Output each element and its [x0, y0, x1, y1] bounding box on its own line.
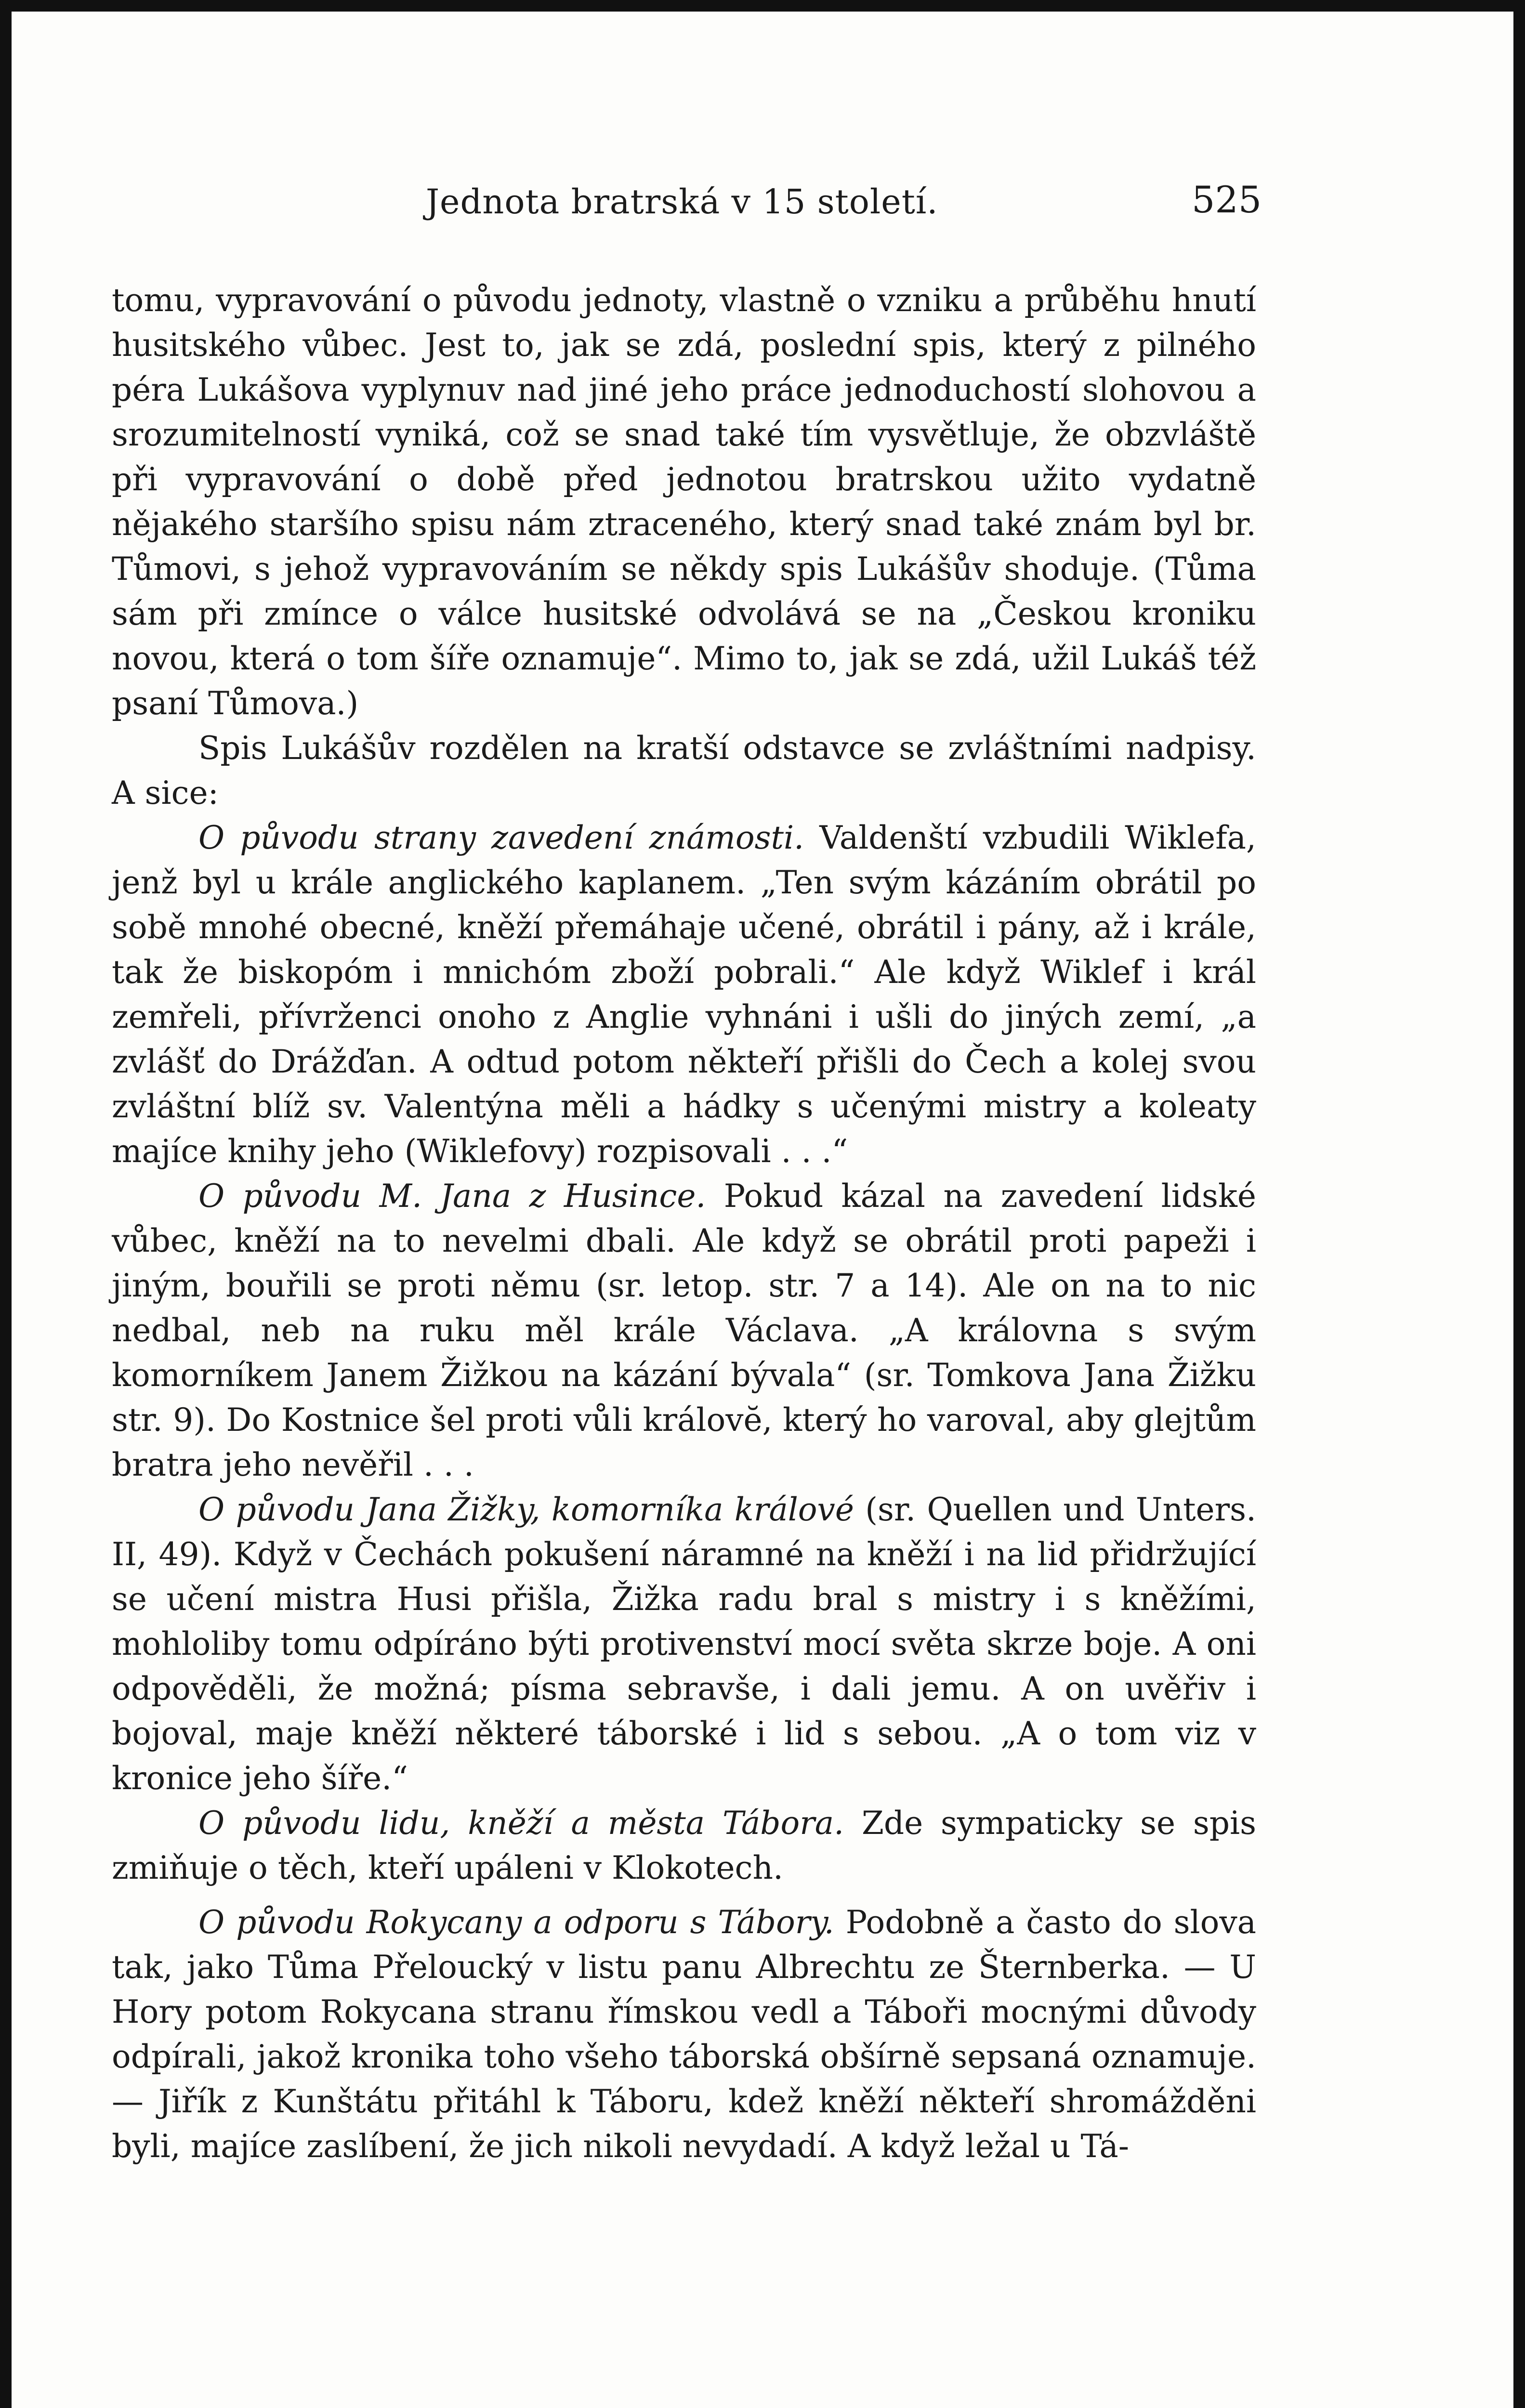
paragraph-text: Valdenští vzbudili Wiklefa, jenž byl u krále anglického kaplanem. „Ten svým kázáním obrátil po sobě mnohé obecné, kněží přemáhaje učené, obrátil i pány, až i krále, tak že biskopóm i mnichóm zboží pobrali.“ Ale když Wiklef i král zemřeli, přívrženci onoho z Anglie vyhnáni i ušli do jiných zemí, „a zvlášť do Drážďan. A odtud potom někteří přišli do Čech a kolej svou zvláštní blíž sv. Valentýna měli a hádky s učenými mistry a koleaty majíce knihy jeho (Wiklefovy) rozpisovali . . .“ [112, 819, 1256, 1170]
paragraph [112, 815, 1256, 1174]
paragraph-text: (sr. Quellen und Unters. II, 49). Když v Čechách pokušení náramné na kněží i na lid přidržující se učení mistra Husi přišla, Žižka radu bral s mistry i s kněžími, mohloliby tomu odpíráno býti protivenství mocí světa skrze boje. A oni odpověděli, že možná; písma sebravše, i dali jemu. A on uvěřiv i bojoval, maje kněží některé táborské i lid s sebou. „A o tom viz v kronice jeho šíře.“ [112, 1491, 1256, 1797]
paragraph-heading: O původu strany zavedení známosti. [198, 819, 804, 856]
page-header [12, 178, 1513, 231]
paragraph [112, 1900, 1256, 2169]
paragraph-text: tomu, vypravování o původu jednoty, vlastně o vzniku a průběhu hnutí husitského vůbec. Jest to, jak se zdá, poslední spis, který z pilného péra Lukášova vyplynuv nad jiné jeho práce jednoduchostí slohovou a srozumitelností vyniká, což se snad také tím vysvětluje, že obzvláště při vypravování o době před jednotou bratrskou užito vydatně nějakého staršího spisu nám ztraceného, který snad také znám byl br. Tůmovi, s jehož vypravováním se někdy spis Lukášův shoduje. (Tůma sám při zmínce o válce husitské odvolává se na „Českou kroniku novou, která o tom šíře oznamuje“. Mimo to, jak se zdá, užil Lukáš též psaní Tůmova.) [112, 282, 1256, 722]
paragraph [112, 1487, 1256, 1801]
paragraph-text: Spis Lukášův rozdělen na kratší odstavce se zvláštními nadpisy. A sice: [112, 730, 1256, 811]
paragraph [112, 726, 1256, 815]
paragraph [112, 1801, 1256, 1890]
paragraph [112, 278, 1256, 726]
paragraph [112, 1174, 1256, 1487]
paragraph-heading: O původu Rokycany a odporu s Tábory. [198, 1904, 834, 1941]
paragraph-text: Pokud kázal na zavedení lidské vůbec, kněží na to nevelmi dbali. Ale když se obrátil proti papeži i jiným, bouřili se proti němu (sr. letop. str. 7 a 14). Ale on na to nic nedbal, neb na ruku měl krále Václava. „A královna s svým komorníkem Janem Žižkou na kázání bývala“ (sr. Tomkova Jana Žižku str. 9). Do Kostnice šel proti vůli královĕ, který ho varoval, aby glejtům bratra jeho nevěřil . . . [112, 1178, 1256, 1483]
book-page [12, 12, 1513, 2408]
page-number: 525 [1192, 178, 1262, 221]
body-text [112, 278, 1256, 2169]
paragraph-heading: O původu lidu, kněží a města Tábora. [198, 1805, 844, 1842]
paragraph-heading: O původu M. Jana z Husince. [198, 1178, 706, 1215]
running-title: Jednota bratrská v 15 století. [426, 182, 938, 222]
paragraph-text: Podobně a často do slova tak, jako Tůma Přeloucký v listu panu Albrechtu ze Šternberka. — U Hory potom Rokycana stranu římskou vedl a Táboři mocnými důvody odpírali, jakož kronika toho všeho táborská obšírně sepsaná oznamuje. — Jiřík z Kunštátu přitáhl k Táboru, kdež kněží někteří shromážděni byli, majíce zaslíbení, že jich nikoli nevydadí. A když ležal u Tá- [112, 1904, 1256, 2165]
paragraph-heading: O původu Jana Žižky, komorníka králové [198, 1491, 854, 1528]
paragraph-text: Zde sympaticky se spis zmiňuje o těch, kteří upáleni v Klokotech. [112, 1805, 1256, 1886]
